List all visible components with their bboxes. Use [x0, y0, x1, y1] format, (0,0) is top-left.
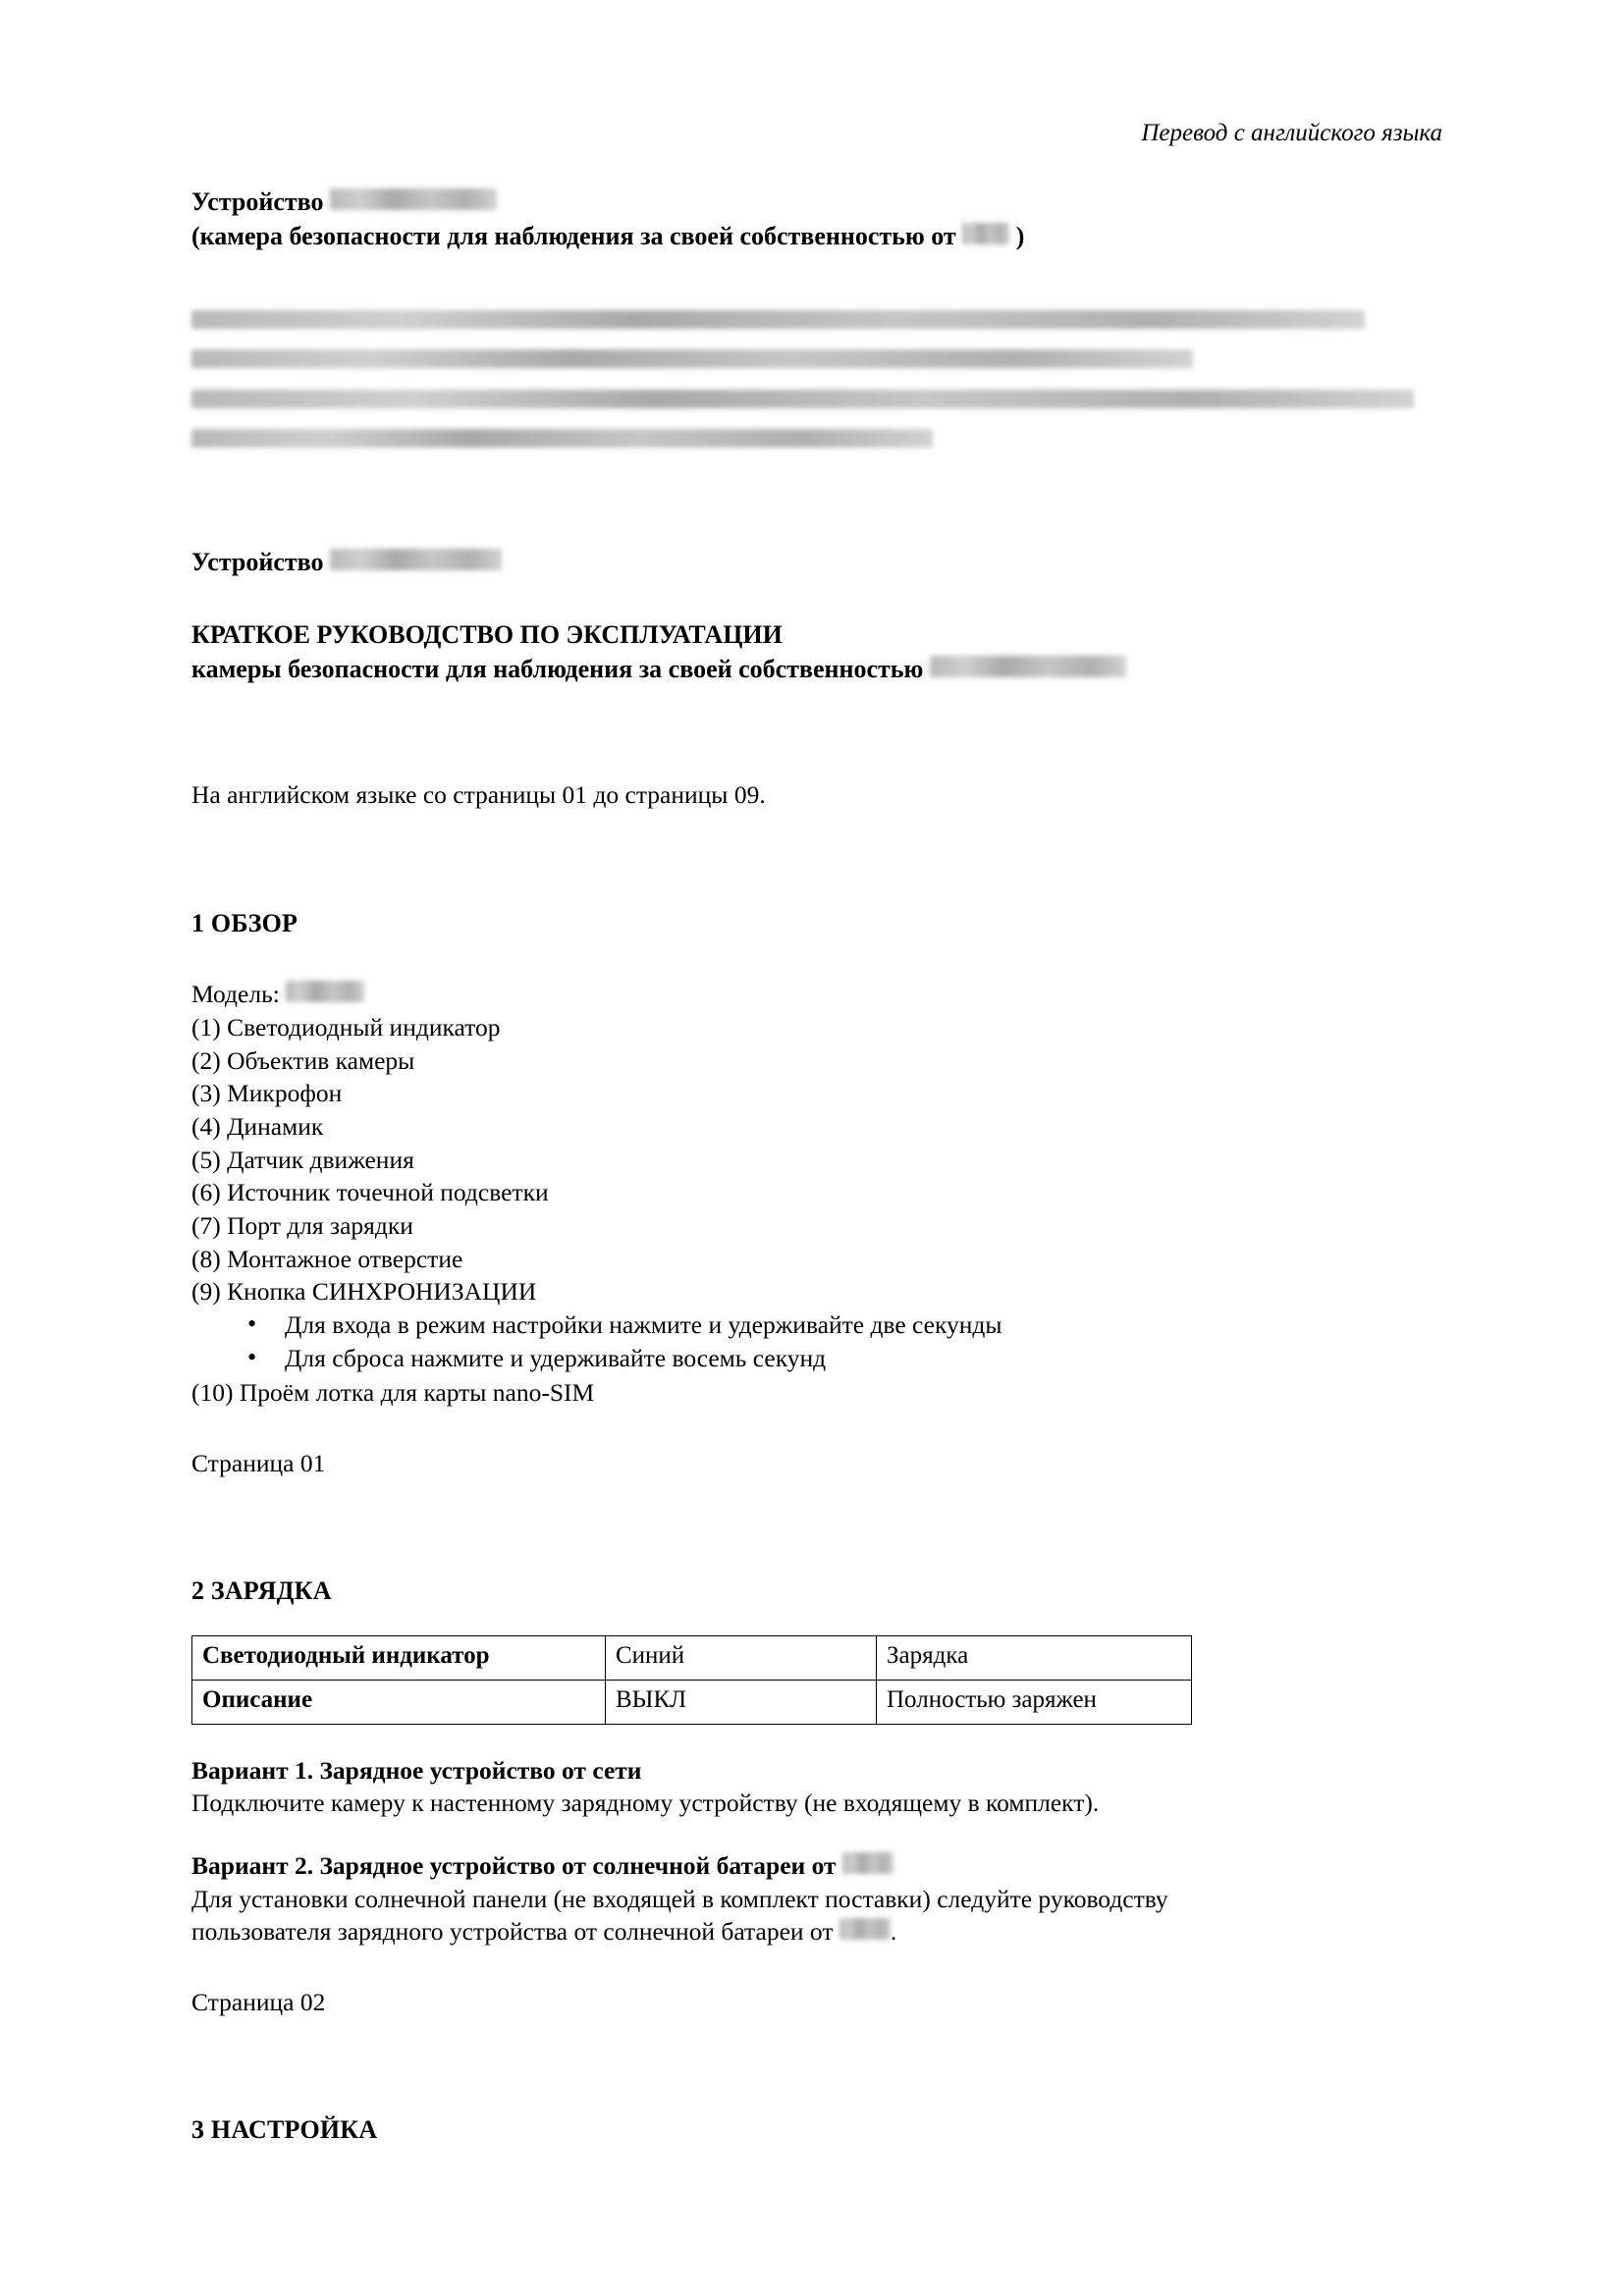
overview-item: (9) Кнопка СИНХРОНИЗАЦИИ: [191, 1277, 537, 1307]
redacted-model-value: [286, 981, 364, 1002]
redacted-solar-brand-2: [839, 1918, 891, 1940]
second-device-label: Устройство: [191, 547, 324, 576]
table-cell: Светодиодный индикатор: [192, 1635, 606, 1680]
sync-button-bullets: [191, 1308, 1442, 1376]
led-status-table: [191, 1635, 1192, 1725]
section-heading-charging: 2 ЗАРЯДКА: [191, 1575, 332, 1605]
redacted-device-name: [330, 188, 497, 210]
page-marker-02: Страница 02: [191, 1987, 326, 2016]
overview-item: (1) Светодиодный индикатор: [191, 1013, 501, 1042]
overview-item: (3) Микрофон: [191, 1079, 343, 1108]
table-row: [192, 1680, 1192, 1724]
option2-text-line2-prefix: пользователя зарядного устройства от солнечной батареи от: [191, 1917, 834, 1947]
device-subtitle-suffix: ): [1015, 221, 1025, 250]
blurred-line-1: [191, 310, 1365, 329]
overview-item: (6) Источник точечной подсветки: [191, 1178, 549, 1207]
blurred-line-3: [191, 390, 1414, 408]
overview-item: (7) Порт для зарядки: [191, 1211, 413, 1241]
option2-title-text: Вариант 2. Зарядное устройство от солнечной батареи от: [191, 1850, 837, 1880]
blurred-line-4: [191, 429, 933, 448]
table-row: [192, 1635, 1192, 1680]
table-cell: ВЫКЛ: [606, 1680, 877, 1724]
redacted-second-device-name: [330, 549, 502, 570]
manual-title-line1: КРАТКОЕ РУКОВОДСТВО ПО ЭКСПЛУАТАЦИИ: [191, 620, 783, 650]
source-language-note: На английском языке со страницы 01 до страницы 09.: [191, 779, 766, 809]
overview-item: (2) Объектив камеры: [191, 1045, 415, 1075]
page-marker-01: Страница 01: [191, 1448, 326, 1477]
option2-title: [191, 1849, 1442, 1883]
device-heading: [191, 186, 1442, 219]
list-item: • Для сброса нажмите и удерживайте восемь секунд: [285, 1342, 1442, 1375]
model-line: [191, 978, 1442, 1011]
manual-title-line2: [191, 653, 1442, 686]
option1-title: Вариант 1. Зарядное устройство от сети: [191, 1755, 642, 1785]
overview-item: (4) Динамик: [191, 1112, 324, 1142]
redacted-manual-product: [930, 656, 1126, 677]
option2-text-line1: Для установки солнечной панели (не входящей в комплект поставки) следуйте руководству: [191, 1884, 1168, 1913]
translation-note: Перевод с английского языка: [1141, 120, 1442, 146]
manual-title-line2-text: камеры безопасности для наблюдения за своей собственностью: [191, 654, 924, 683]
option2-text-line2-suffix: .: [890, 1917, 897, 1947]
table-cell: Полностью заряжен: [877, 1680, 1192, 1724]
table-cell: Синий: [606, 1635, 877, 1680]
blurred-paragraph: [191, 302, 1442, 461]
redacted-brand: [962, 223, 1009, 244]
table-cell: Зарядка: [877, 1635, 1192, 1680]
overview-item-last: (10) Проём лотка для карты nano-SIM: [191, 1377, 595, 1407]
section-heading-overview: 1 ОБЗОР: [191, 909, 298, 938]
overview-item: (8) Монтажное отверстие: [191, 1244, 463, 1273]
model-label: Модель:: [191, 980, 280, 1009]
second-device-heading: [191, 546, 1442, 579]
device-label: Устройство: [191, 187, 324, 217]
option1-text: Подключите камеру к настенному зарядному устройству (не входящему в комплект).: [191, 1789, 1100, 1818]
option2-text-line2: [191, 1915, 1442, 1949]
blurred-line-2: [191, 349, 1193, 368]
list-item: • Для входа в режим настройки нажмите и удерживайте две секунды: [285, 1308, 1442, 1342]
overview-item: (5) Датчик движения: [191, 1145, 414, 1174]
redacted-solar-brand: [842, 1852, 893, 1874]
device-subtitle-prefix: (камера безопасности для наблюдения за своей собственностью от: [191, 221, 956, 250]
device-subtitle: [191, 220, 1442, 253]
table-cell: Описание: [192, 1680, 606, 1724]
section-heading-setup: 3 НАСТРОЙКА: [191, 2114, 378, 2144]
